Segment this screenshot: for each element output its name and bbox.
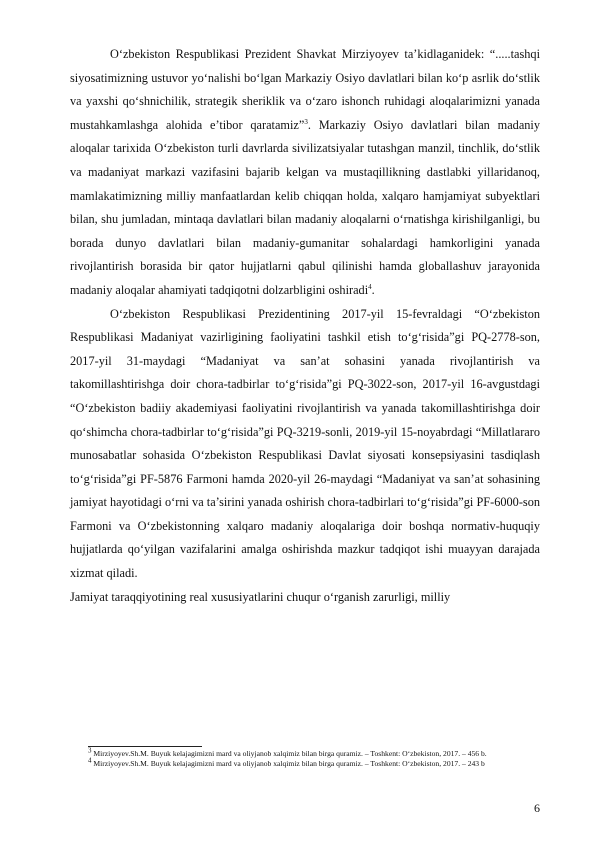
footnote-ref-3[interactable]: 3: [304, 117, 308, 126]
page-number: 6: [534, 801, 540, 815]
footnote-4-number: 4: [88, 756, 92, 765]
paragraph-3-text: Jamiyat taraqqiyotining real xususiyatlarini chuqur o‘rganish zarurligi, milliy: [70, 589, 451, 604]
body-text: [70, 43, 540, 609]
paragraph-1-end: .: [371, 282, 375, 297]
paragraph-1-text: O‘zbekiston Respublikasi Prezident Shavkat Mirziyoyev ta’kidlaganidek: “.....tashqi siyosatimizning ustuvor yo‘nalishi bo‘lgan Markaziy Osiyo davlatlari bilan ko‘p asrlik do‘stlik va yaxshi qo‘shnichilik, strategik sheriklik va o‘zaro ishonch ruhidagi aloqalarimizni yanada mustahkamlashga alohida e’tibor qaratamiz”: [70, 47, 540, 132]
footnote-ref-4[interactable]: 4: [368, 282, 372, 291]
footnote-separator: [88, 746, 202, 747]
paragraph-1: [70, 43, 540, 303]
footnotes: [88, 746, 540, 769]
footnote-4: [88, 756, 540, 769]
paragraph-1-tail: . Markaziy Osiyo davlatlari bilan madaniy aloqalar tarixida O‘zbekiston turli davrlarda sivilizatsiyalar tutashgan manzil, tinchlik, do‘stlik va madaniyat markazi vazifasini bajarib kelgan va mustaqillikning dastlabki yillaridanoq, mamlakatimizning milliy manfaatlardan kelib chiqqan holda, xalqaro hamjamiyat subyektlari bilan, shu jumladan, mintaqa davlatlari bilan madaniy aloqalarni o‘rnatishga kirishilganligi, bu borada dunyo davlatlari bilan madaniy-gumanitar sohalardagi hamkorligini yanada rivojlantirish borasida bir qator hujjatlarni qabul qilinishi hamda globallashuv jarayonida madaniy aloqalar ahamiyati tadqiqotni dolzarbligini oshiradi: [70, 117, 540, 297]
footnote-3: [88, 746, 540, 759]
paragraph-3: [70, 586, 540, 610]
paragraph-2-text: O‘zbekiston Respublikasi Prezidentining 2017-yil 15-fevraldagi “O‘zbekiston Respublikasi Madaniyat vazirligining faoliyatini tashkil etish to‘g‘risida”gi PQ-2778-son, 2017-yil 31-maydagi “Madaniyat va san’at sohasini yanada rivojlantirish va takomillashtirishga doir chora-tadbirlar to‘g‘risida”gi PQ-3022-son, 2017-yil 16-avgustdagi “O‘zbekiston badiiy akademiyasi faoliyatini rivojlantirish va yanada takomillashtirishga doir qo‘shimcha chora-tadbirlar to‘g‘risida”gi PQ-3219-sonli, 2019-yil 15-noyabrdagi “Millatlararo munosabatlar sohasida O‘zbekiston Respublikasi Davlat siyosati konsepsiyasini tasdiqlash to‘g‘risida”gi PF-5876 Farmoni hamda 2020-yil 26-maydagi “Madaniyat va san’at sohasining jamiyat hayotidagi o‘rni va ta’sirini yanada oshirish chora-tadbirlari to‘g‘risida”gi PF-6000-son Farmoni va O‘zbekistonning xalqaro madaniy aloqalariga doir boshqa normativ-huquqiy hujjatlarda qo‘yilgan vazifalarini amalga oshirishda mazkur tadqiqot ishi muayyan darajada xizmat qiladi.: [70, 306, 540, 581]
paragraph-2: [70, 303, 540, 586]
footnote-3-number: 3: [88, 746, 92, 755]
footnote-4-text: Mirziyoyev.Sh.M. Buyuk kelajagimizni mard va oliyjanob xalqimiz bilan birga quramiz. – Toshkent: O‘zbekiston, 2017. – 243 b: [91, 759, 485, 769]
footnote-3-text: Mirziyoyev.Sh.M. Buyuk kelajagimizni mard va oliyjanob xalqimiz bilan birga quramiz. – Toshkent: O‘zbekiston, 2017. – 456 b.: [91, 749, 487, 758]
